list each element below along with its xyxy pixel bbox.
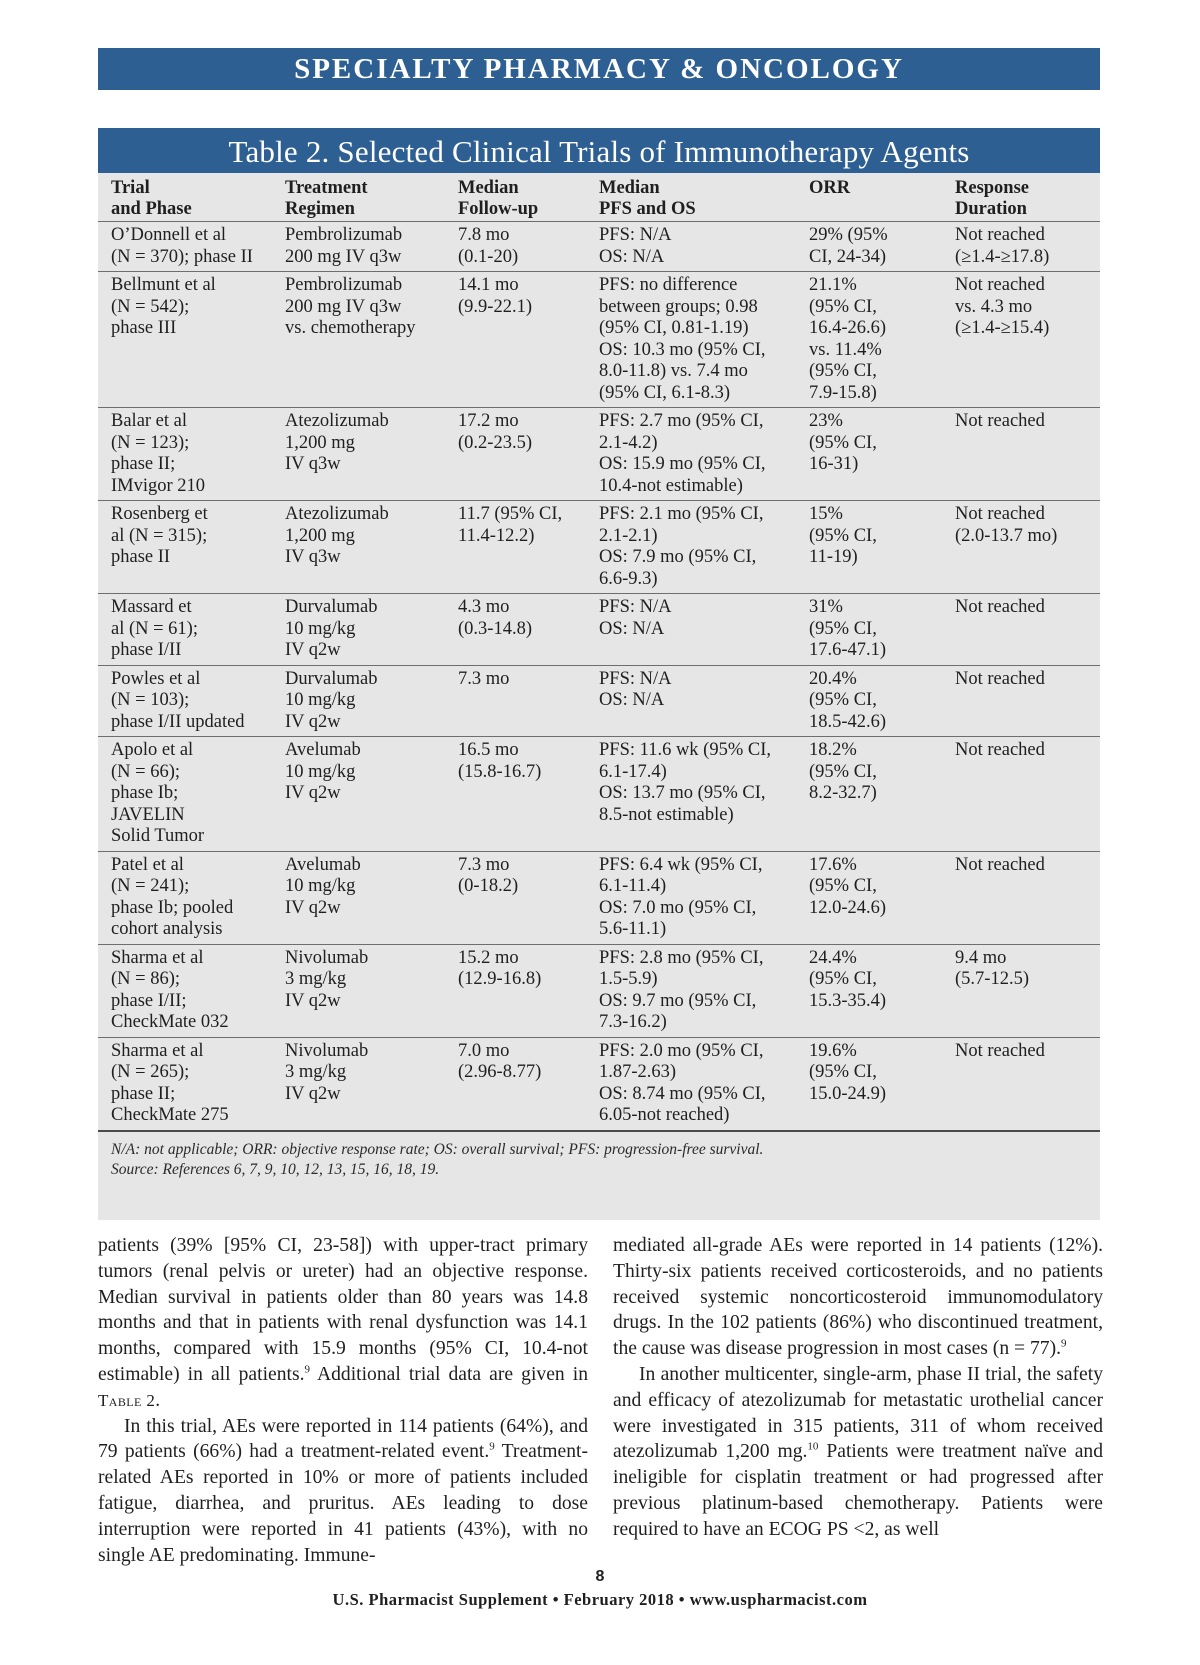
table-cell: PFS: N/A OS: N/A — [599, 668, 672, 710]
table-cell: 24.4% (95% CI, 15.3-35.4) — [809, 947, 887, 1011]
table-cell: PFS: no difference between groups; 0.98 (95% CI, 0.81-1.19) OS: 10.3 mo (95% CI, 8.0-11.8) vs. 7.4 mo (95% CI, 6.1-8.3) — [599, 275, 766, 403]
table-cell: 4.3 mo (0.3-14.8) — [458, 597, 532, 639]
body-paragraph: patients (39% [95% CI, 23-58]) with upper-tract primary tumors (renal pelvis or ureter) had an objective response. Median survival in patients older than 80 years was 14.8 months and that in patients with renal dysfunction was 14.1 months, compared with 15.9 months (95% CI, 10.4-not estimable) in all patients.$^9$ Additional trial data are given in Table 2. — [98, 1235, 588, 1411]
table-row — [98, 408, 1100, 501]
column-header: Median PFS and OS — [599, 178, 696, 219]
page-number: 8 — [595, 1568, 605, 1585]
table-cell: Rosenberg et al (N = 315); phase II — [111, 504, 208, 567]
table-cell: PFS: 2.0 mo (95% CI, 1.87-2.63) OS: 8.74 mo (95% CI, 6.05-not reached) — [599, 1040, 766, 1125]
table-cell: Pembrolizumab 200 mg IV q3w vs. chemotherapy — [285, 275, 416, 338]
table-cell: Durvalumab 10 mg/kg IV q2w — [285, 668, 378, 732]
reference-superscript: 10 — [807, 1440, 819, 1453]
table-cell: 11.7 (95% CI, 11.4-12.2) — [458, 504, 563, 546]
table-cell: 18.2% (95% CI, 8.2-32.7) — [809, 740, 877, 803]
table-cell: Not reached (2.0-13.7 mo) — [955, 504, 1058, 546]
column-header: Median Follow-up — [458, 178, 539, 219]
table-cell: 7.3 mo — [458, 668, 510, 689]
body-paragraph: In this trial, AEs were reported in 114 patients (64%), and 79 patients (66%) had a treatment-related event.$^9$ Treatment-related AEs reported in 10% or more of patients included fatigue, diarrhea, and pruritus. AEs leading to dose interruption were reported in 41 patients (43%), with no single AE predominating. Immune- — [98, 1415, 588, 1566]
table-cell: PFS: 2.7 mo (95% CI, 2.1-4.2) OS: 15.9 mo (95% CI, 10.4-not estimable) — [599, 411, 766, 496]
table-body — [98, 222, 1100, 1131]
table-cell: 20.4% (95% CI, 18.5-42.6) — [809, 668, 887, 732]
table-row — [98, 222, 1100, 272]
table-cell: Sharma et al (N = 265); phase II; CheckMate 275 — [111, 1040, 229, 1125]
source-note: Source: References 6, 7, 9, 10, 12, 13, 15, 16, 18, 19. — [111, 1160, 440, 1178]
table-header-row — [98, 173, 1100, 222]
table-cell: Avelumab 10 mg/kg IV q2w — [285, 740, 361, 803]
body-column-left — [98, 1233, 588, 1568]
table-cell: PFS: 6.4 wk (95% CI, 6.1-11.4) OS: 7.0 mo (95% CI, 5.6-11.1) — [599, 854, 763, 939]
table-cell: 14.1 mo (9.9-22.1) — [458, 275, 532, 317]
column-header: Trial and Phase — [111, 178, 192, 219]
table-row — [98, 272, 1100, 408]
table-cell: Not reached — [955, 597, 1045, 617]
table-cell: Atezolizumab 1,200 mg IV q3w — [285, 411, 389, 474]
table-cell: Sharma et al (N = 86); phase I/II; CheckMate 032 — [111, 947, 229, 1032]
table-cell: 9.4 mo (5.7-12.5) — [955, 947, 1029, 989]
reference-superscript: 9 — [1061, 1337, 1067, 1350]
table-cell: Not reached — [955, 1040, 1045, 1061]
table-cell: PFS: N/A OS: N/A — [599, 597, 672, 639]
table-cell: 7.3 mo (0-18.2) — [458, 854, 519, 896]
table-cell: O’Donnell et al (N = 370); phase II — [111, 225, 253, 267]
table-row — [98, 1037, 1100, 1131]
table-cell: PFS: 11.6 wk (95% CI, 6.1-17.4) OS: 13.7 mo (95% CI, 8.5-not estimable) — [599, 740, 772, 825]
table-cell: PFS: 2.8 mo (95% CI, 1.5-5.9) OS: 9.7 mo (95% CI, 7.3-16.2) — [599, 947, 764, 1032]
table-cell: Durvalumab 10 mg/kg IV q2w — [285, 597, 378, 660]
publication-footer: U.S. Pharmacist Supplement • February 2018 • www.uspharmacist.com — [332, 1590, 868, 1609]
body-paragraph: mediated all-grade AEs were reported in 14 patients (12%). Thirty-six patients received corticosteroids, and no patients received systemic noncorticosteroid immunomodulatory drugs. In the 102 patients (86%) who discontinued treatment, the cause was disease progression in most cases (n = 77).$^9$ — [613, 1235, 1103, 1360]
column-header: Response Duration — [955, 178, 1030, 219]
body-paragraph: In another multicenter, single-arm, phase II trial, the safety and efficacy of atezolizumab for metastatic urothelial cancer were investigated in 315 patients, 311 of whom received atezolizumab 1,200 mg.$^{10}$ Patients were treatment naïve and ineligible for cisplatin treatment or had progressed after previous platinum-based chemotherapy. Patients were required to have an ECOG PS <2, as well — [613, 1363, 1104, 1540]
table-row — [98, 737, 1100, 852]
table-cell: 17.6% (95% CI, 12.0-24.6) — [809, 854, 887, 918]
table-cell: Not reached — [955, 411, 1045, 431]
table-cell: Pembrolizumab 200 mg IV q3w — [285, 225, 403, 267]
table-cell: 19.6% (95% CI, 15.0-24.9) — [809, 1040, 887, 1104]
table-row — [98, 665, 1100, 737]
table-cell: 15.2 mo (12.9-16.8) — [458, 947, 542, 989]
column-header: Treatment Regimen — [285, 178, 368, 219]
table-cell: Nivolumab 3 mg/kg IV q2w — [285, 947, 369, 1011]
table-cell: Bellmunt et al (N = 542); phase III — [111, 275, 216, 338]
table-cell: 16.5 mo (15.8-16.7) — [458, 740, 542, 782]
reference-superscript: 9 — [489, 1440, 495, 1453]
table-cell: 7.0 mo (2.96-8.77) — [458, 1040, 542, 1082]
table-row — [98, 594, 1100, 666]
table-row — [98, 851, 1100, 944]
table-cell: 29% (95% CI, 24-34) — [809, 225, 888, 267]
table-cell: Not reached (≥1.4-≥17.8) — [955, 225, 1050, 267]
abbreviations-note: N/A: not applicable; ORR: objective response rate; OS: overall survival; PFS: progression-free survival. — [111, 1140, 764, 1158]
table-cell: 7.8 mo (0.1-20) — [458, 225, 519, 267]
reference-superscript: 9 — [304, 1363, 310, 1376]
clinical-trials-table — [98, 173, 1100, 1132]
table-cell: PFS: N/A OS: N/A — [599, 225, 672, 267]
table-row — [98, 501, 1100, 594]
table-cell: Powles et al (N = 103); phase I/II updated — [111, 668, 245, 732]
table-footnote — [98, 1132, 1100, 1180]
clinical-trials-table-box — [98, 128, 1100, 1220]
table-cell: Not reached vs. 4.3 mo (≥1.4-≥15.4) — [955, 275, 1050, 338]
body-column-right — [613, 1233, 1103, 1543]
table-cell: 23% (95% CI, 16-31) — [809, 411, 877, 474]
table-cell: Massard et al (N = 61); phase I/II — [111, 597, 198, 660]
table-cell: Atezolizumab 1,200 mg IV q3w — [285, 504, 389, 567]
table-cell: Not reached — [955, 668, 1045, 689]
table-cell: PFS: 2.1 mo (95% CI, 2.1-2.1) OS: 7.9 mo (95% CI, 6.6-9.3) — [599, 504, 764, 589]
table-cell: 31% (95% CI, 17.6-47.1) — [809, 597, 887, 660]
table-reference: Table 2 — [98, 1390, 156, 1410]
table-cell: Nivolumab 3 mg/kg IV q2w — [285, 1040, 369, 1104]
table-cell: Apolo et al (N = 66); phase Ib; JAVELIN Solid Tumor — [111, 740, 205, 846]
table-cell: Balar et al (N = 123); phase II; IMvigor 210 — [111, 411, 206, 496]
table-title: Table 2. Selected Clinical Trials of Immunotherapy Agents — [98, 128, 1100, 173]
section-banner: SPECIALTY PHARMACY & ONCOLOGY — [98, 48, 1100, 90]
table-row — [98, 944, 1100, 1037]
table-cell: 21.1% (95% CI, 16.4-26.6) vs. 11.4% (95% CI, 7.9-15.8) — [809, 275, 887, 403]
table-cell: Avelumab 10 mg/kg IV q2w — [285, 854, 361, 918]
table-cell: 17.2 mo (0.2-23.5) — [458, 411, 532, 453]
table-cell: Patel et al (N = 241); phase Ib; pooled cohort analysis — [111, 854, 234, 939]
table-cell: 15% (95% CI, 11-19) — [809, 504, 877, 567]
column-header: ORR — [809, 178, 851, 198]
table-cell: Not reached — [955, 854, 1045, 875]
table-cell: Not reached — [955, 740, 1045, 760]
